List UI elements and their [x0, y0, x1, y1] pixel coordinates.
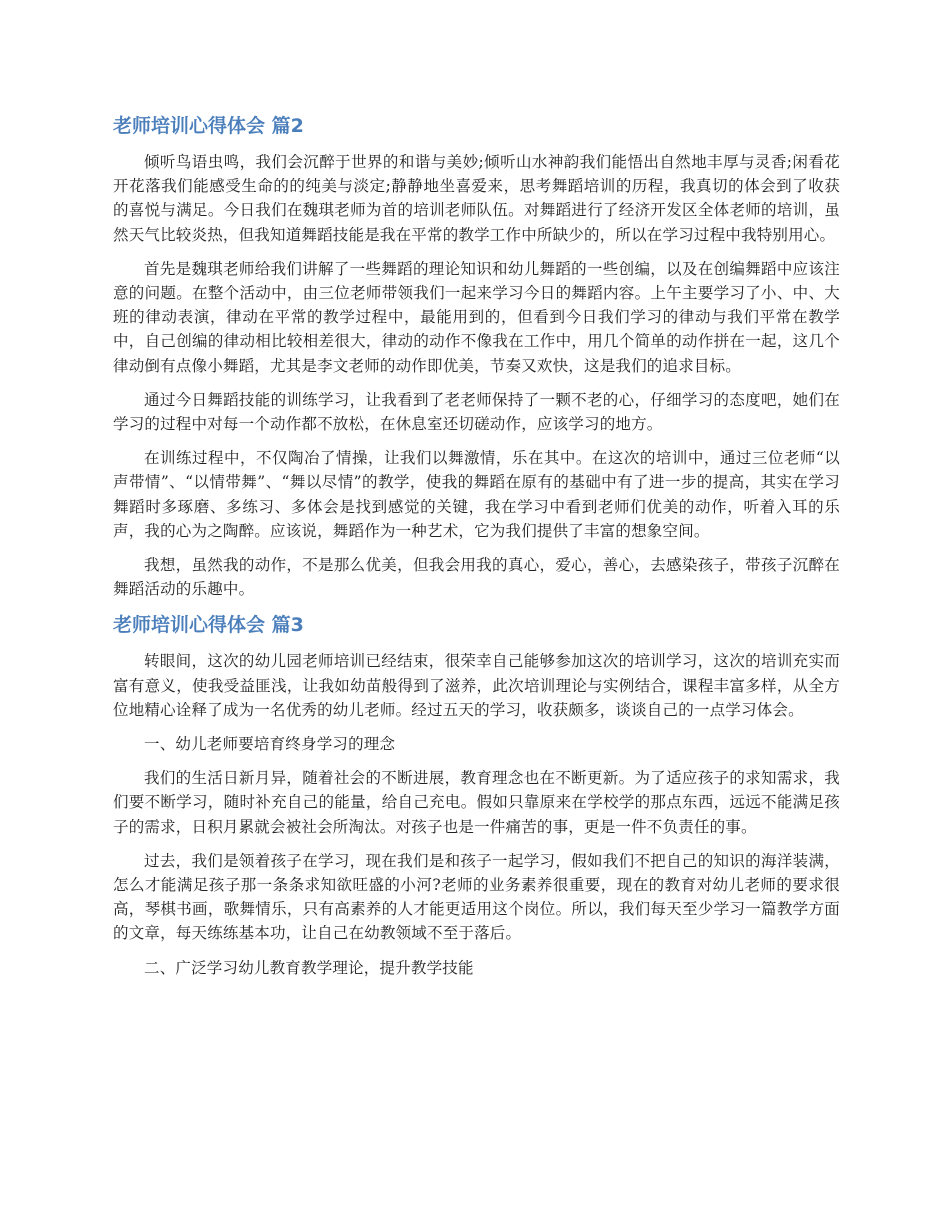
- paragraph: 倾听鸟语虫鸣，我们会沉醉于世界的和谐与美妙;倾听山水神韵我们能悟出自然地丰厚与灵香;闲看花开花落我们能感受生命的的纯美与淡定;静静地坐喜爱来，思考舞蹈培训的历程，我真切的体会到了收获的喜悦与满足。今日我们在魏琪老师为首的培训老师队伍。对舞蹈进行了经济开发区全体老师的培训，虽然天气比较炎热，但我知道舞蹈技能是我在平常的教学工作中所缺少的，所以在学习过程中我特别用心。: [113, 153, 840, 244]
- paragraph: 转眼间，这次的幼儿园老师培训已经结束，很荣幸自己能够参加这次的培训学习，这次的培训充实而富有意义，使我受益匪浅，让我如幼苗般得到了滋养，此次培训理论与实例结合，课程丰富多样，从全方位地精心诠释了成为一名优秀的幼儿老师。经过五天的学习，收获颇多，谈谈自己的一点学习体会。: [113, 652, 840, 719]
- document-page: [113, 112, 840, 990]
- subheading-paragraph: 二、广泛学习幼儿教育教学理论，提升教学技能: [144, 958, 474, 977]
- paragraph: 在训练过程中，不仅陶冶了情操，让我们以舞激情，乐在其中。在这次的培训中，通过三位老师“以声带情”、“以情带舞”、“舞以尽情”的教学，使我的舞蹈在原有的基础中有了进一步的提高，其实在学习舞蹈时多琢磨、多练习、多体会是找到感觉的关键，我在学习中看到老师们优美的动作，听着入耳的乐声，我的心为之陶醉。应该说，舞蹈作为一种艺术，它为我们提供了丰富的想象空间。: [113, 449, 840, 540]
- paragraph: 通过今日舞蹈技能的训练学习，让我看到了老老师保持了一颗不老的心，仔细学习的态度吧，她们在学习的过程中对每一个动作都不放松，在休息室还切磋动作，应该学习的地方。: [113, 390, 840, 434]
- paragraph: 我想，虽然我的动作，不是那么优美，但我会用我的真心，爱心，善心，去感染孩子，带孩子沉醉在舞蹈活动的乐趣中。: [113, 556, 840, 599]
- subheading-paragraph: 一、幼儿老师要培育终身学习的理念: [144, 735, 396, 754]
- section-title-2: 老师培训心得体会 篇2: [113, 115, 304, 137]
- paragraph: 首先是魏琪老师给我们讲解了一些舞蹈的理论知识和幼儿舞蹈的一些创编，以及在创编舞蹈中应该注意的问题。在整个活动中，由三位老师带领我们一起来学习今日的舞蹈内容。上午主要学习了小、中、大班的律动表演，律动在平常的教学过程中，最能用到的，但看到今日我们学习的律动与我们平常在教学中，自己创编的律动相比较相差很大，律动的动作不像我在工作中，用几个简单的动作拼在一起，这几个律动倒有点像小舞蹈，尤其是李文老师的动作即优美，节奏又欢快，这是我们的追求目标。: [113, 259, 840, 375]
- paragraph: 我们的生活日新月异，随着社会的不断进展，教育理念也在不断更新。为了适应孩子的求知需求，我们要不断学习，随时补充自己的能量，给自己充电。假如只靠原来在学校学的那点东西，远远不能满足孩子的需求，日积月累就会被社会所淘汰。对孩子也是一件痛苦的事，更是一件不负责任的事。: [113, 769, 840, 836]
- section-title-3: 老师培训心得体会 篇3: [113, 614, 304, 637]
- paragraph: 过去，我们是领着孩子在学习，现在我们是和孩子一起学习，假如我们不把自己的知识的海洋装满，怎么才能满足孩子那一条条求知欲旺盛的小河?老师的业务素养很重要，现在的教育对幼儿老师的要求很高，琴棋书画，歌舞情乐，只有高素养的人才能更适用这个岗位。所以，我们每天至少学习一篇教学方面的文章，每天练练基本功，让自己在幼教领域不至于落后。: [113, 851, 840, 943]
